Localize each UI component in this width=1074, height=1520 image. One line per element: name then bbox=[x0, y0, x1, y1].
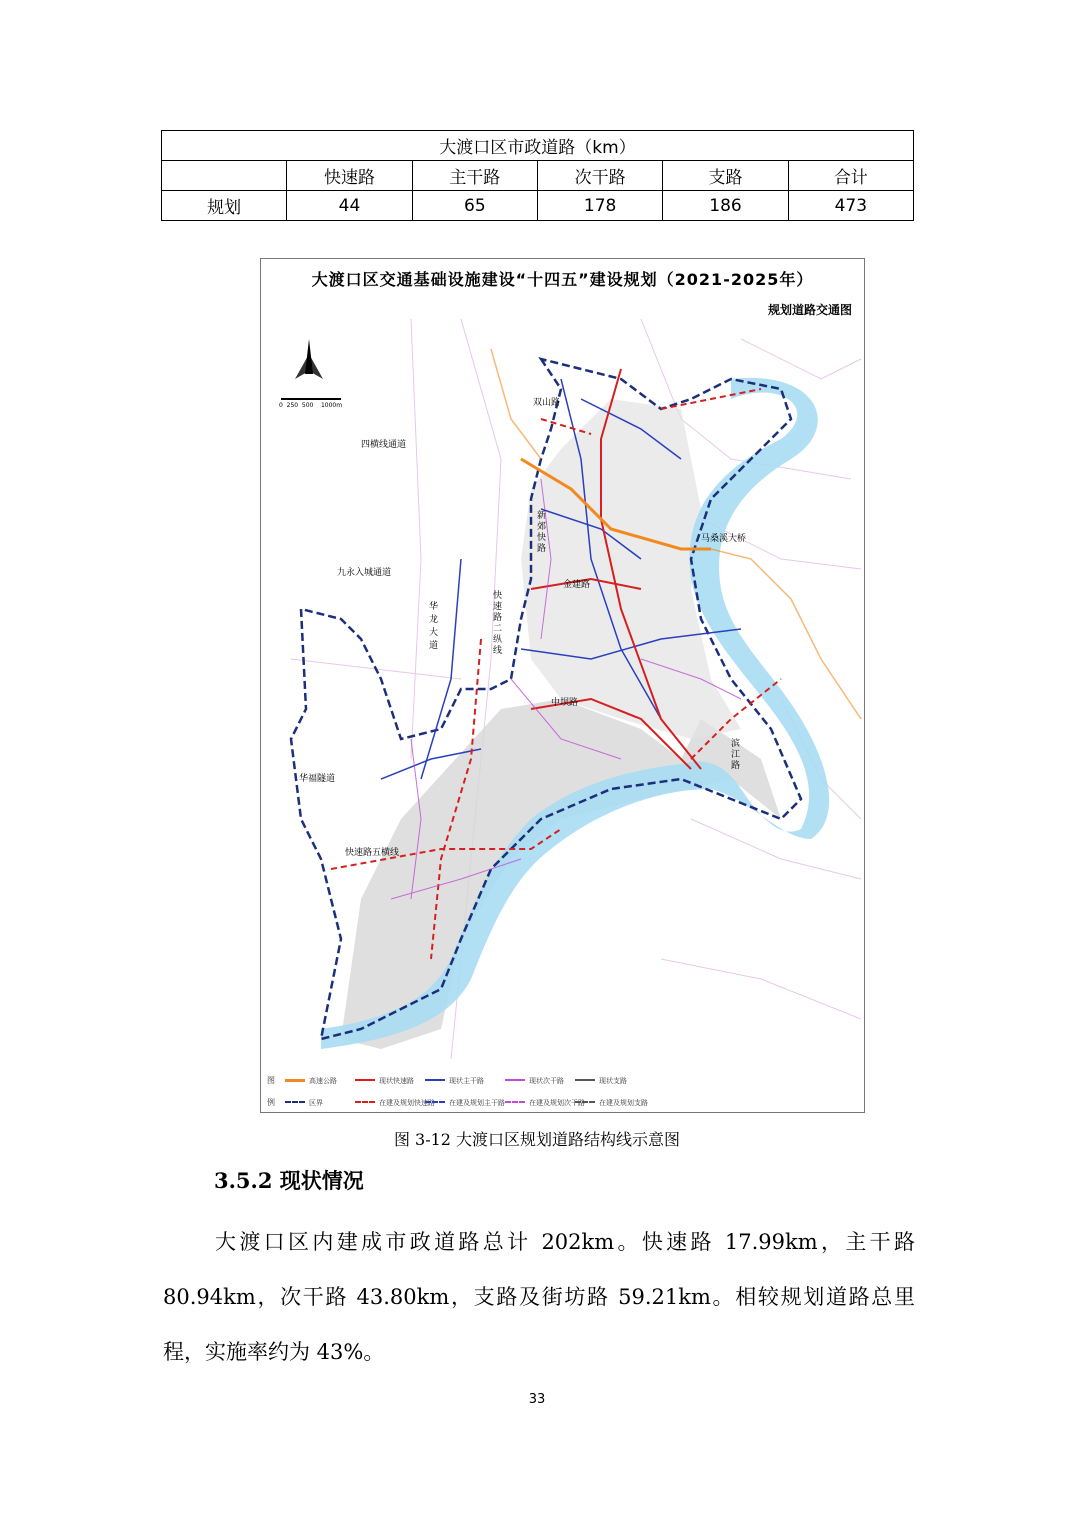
road-stats-table bbox=[161, 130, 914, 221]
road-label: 华福隧道 bbox=[299, 774, 336, 784]
road-label: 马桑溪大桥 bbox=[701, 534, 747, 544]
legend-item: 高速公路 bbox=[309, 1077, 337, 1085]
road-label: 中坝路 bbox=[551, 698, 579, 708]
compass-icon bbox=[281, 339, 341, 399]
table-cell: 规划 bbox=[162, 191, 287, 221]
legend-label: 图 bbox=[267, 1076, 275, 1085]
legend-item: 区界 bbox=[309, 1099, 323, 1107]
legend-label: 例 bbox=[267, 1098, 275, 1107]
legend-item: 在建及规划次干路 bbox=[529, 1099, 585, 1107]
legend-item: 现状主干路 bbox=[449, 1077, 484, 1085]
table-header-row bbox=[162, 161, 914, 191]
road-label: 九永入城通道 bbox=[337, 568, 392, 578]
table-cell: 473 bbox=[788, 191, 913, 221]
table-header-cell: 次干路 bbox=[537, 161, 662, 191]
road-label: 滨江路 bbox=[731, 739, 741, 771]
road-label: 新郊快路 bbox=[537, 511, 547, 554]
road-label: 快速路二纵线 bbox=[493, 591, 503, 656]
table-header-cell: 快速路 bbox=[287, 161, 412, 191]
table-cell: 178 bbox=[537, 191, 662, 221]
section-heading: 3.5.2 现状情况 bbox=[214, 1168, 364, 1193]
figure-caption: 图 3-12 大渡口区规划道路结构线示意图 bbox=[393, 1130, 681, 1149]
road-plan-map bbox=[260, 258, 865, 1113]
road-label: 金建路 bbox=[563, 580, 591, 590]
map-drawing bbox=[261, 259, 864, 1112]
table-header-cell: 支路 bbox=[663, 161, 788, 191]
table-cell: 65 bbox=[412, 191, 537, 221]
road-label: 四横线通道 bbox=[361, 440, 407, 450]
table-header-cell: 主干路 bbox=[412, 161, 537, 191]
body-paragraph: 大渡口区内建成市政道路总计 202km。快速路 17.99km，主干路 80.94km，次干路 43.80km，支路及街坊路 59.21km。相较规划道路总里程，实施率约为 43%。 bbox=[163, 1230, 915, 1364]
page-number: 33 bbox=[528, 1392, 546, 1407]
table-cell: 186 bbox=[663, 191, 788, 221]
table-header-cell bbox=[162, 161, 287, 191]
legend-item: 现状快速路 bbox=[379, 1077, 414, 1085]
table-title: 大渡口区市政道路（km） bbox=[162, 131, 914, 161]
table-cell: 44 bbox=[287, 191, 412, 221]
scale-label: 0 250 500 1000m bbox=[279, 402, 343, 409]
road-label: 快速路五横线 bbox=[345, 848, 400, 858]
map-subtitle: 规划道路交通图 bbox=[767, 303, 852, 317]
map-legend bbox=[261, 1071, 864, 1111]
legend-item: 现状支路 bbox=[599, 1077, 627, 1085]
table-header-cell: 合计 bbox=[788, 161, 913, 191]
road-label: 华龙大道 bbox=[429, 602, 439, 651]
road-label: 双山路 bbox=[533, 398, 561, 408]
legend-item: 在建及规划主干路 bbox=[449, 1099, 505, 1107]
table-row bbox=[162, 191, 914, 221]
map-title: 大渡口区交通基础设施建设“十四五”建设规划（2021-2025年） bbox=[311, 270, 814, 289]
legend-item: 在建及规划快速路 bbox=[379, 1099, 435, 1107]
legend-item: 在建及规划支路 bbox=[599, 1099, 648, 1107]
legend-item: 现状次干路 bbox=[529, 1077, 564, 1085]
built-area bbox=[341, 699, 781, 1049]
